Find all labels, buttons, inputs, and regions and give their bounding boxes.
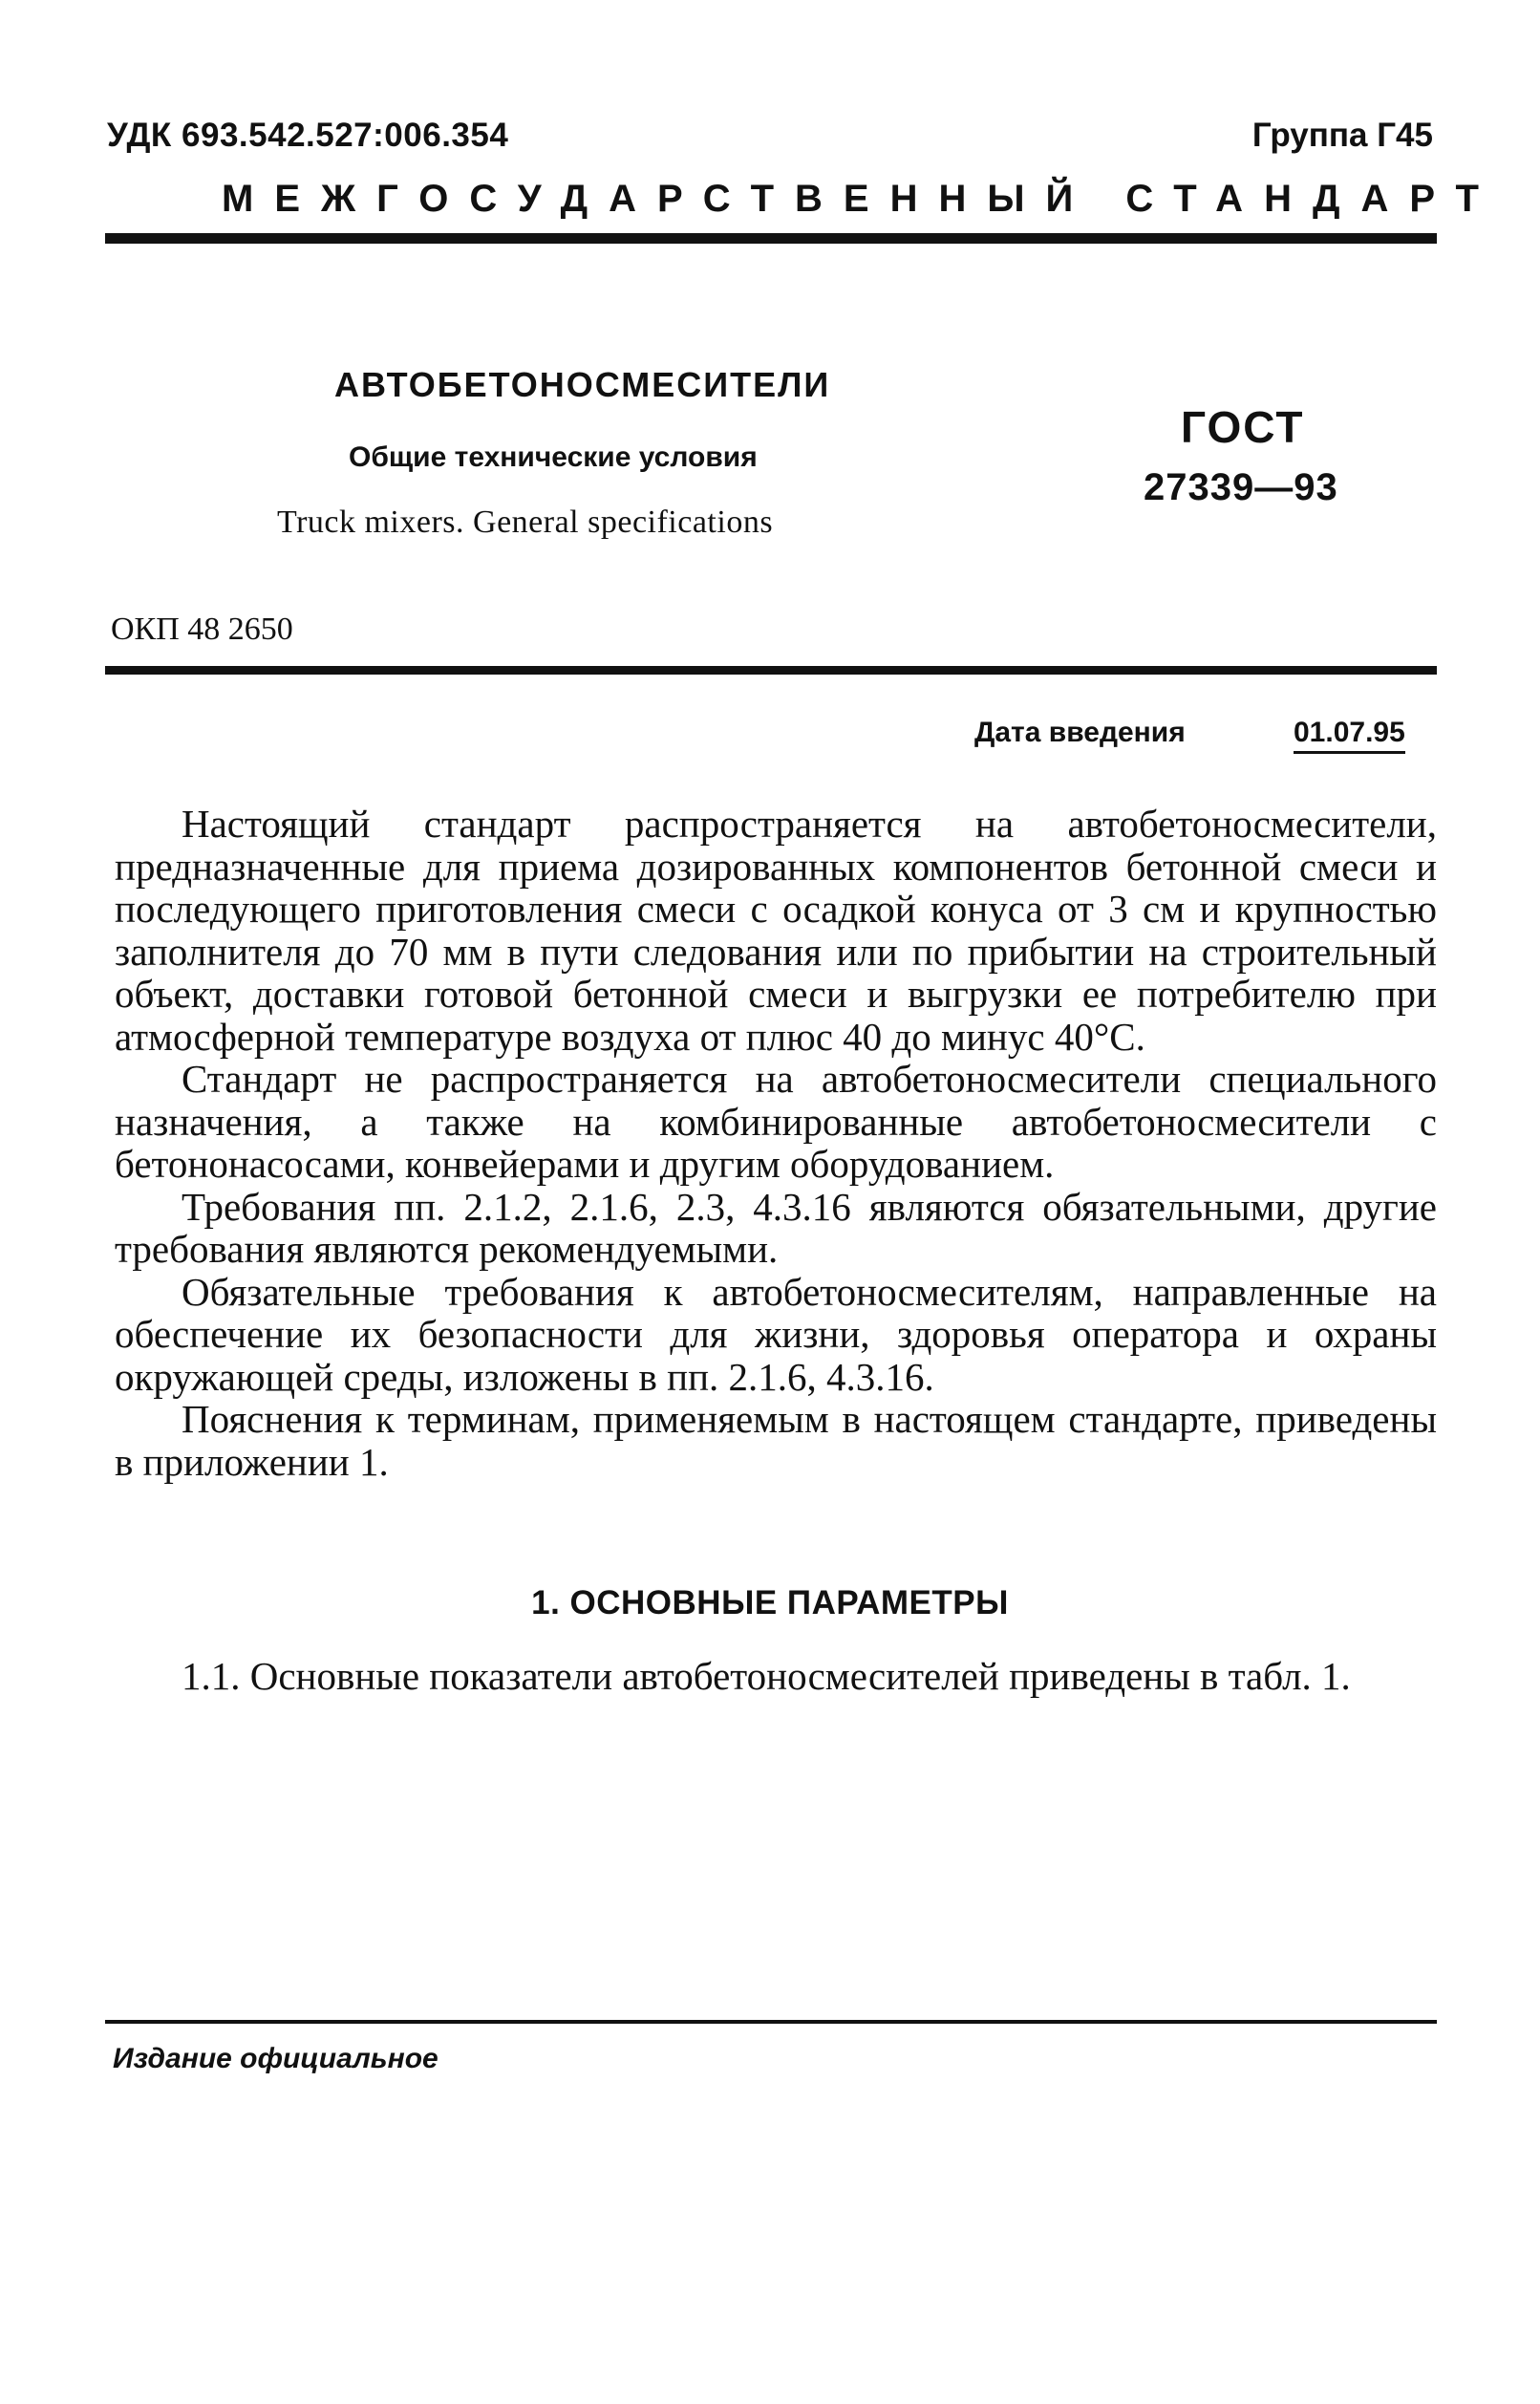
interstate-standard-heading: МЕЖГОСУДАРСТВЕННЫЙ СТАНДАРТ [222,178,1500,220]
gost-number: 27339—93 [1144,466,1338,508]
gost-label: ГОСТ [1181,402,1305,452]
document-subtitle: Общие технические условия [349,441,758,473]
group-code: Группа Г45 [1251,117,1433,154]
top-thick-rule [105,233,1437,244]
document-title: АВТОБЕТОНОСМЕСИТЕЛИ [334,365,831,404]
footer-rule [105,2020,1437,2024]
english-title: Truck mixers. General specifications [277,504,774,540]
paragraph: Обязательные требования к автобетоносмесителям, направленные на обеспечение их безопасности для жизни, здоровья оператора и охраны окружающей среды, изложены в пп. 2.1.6, 4.3.16. [115,1269,1437,1399]
edition-note: Издание официальное [113,2043,438,2074]
paragraph: Требования пп. 2.1.2, 2.1.6, 2.3, 4.3.16 являются обязательными, другие требования являются рекомендуемыми. [115,1184,1437,1271]
paragraph: Пояснения к терминам, применяемым в настоящем стандарте, приведены в приложении 1. [115,1397,1437,1484]
paragraph: Стандарт не распространяется на автобетоносмесители специального назначения, а также на комбинированные автобетоносмесители с бетононасосами, конвейерами и другим оборудованием. [115,1057,1437,1186]
paragraph: 1.1. Основные показатели автобетоносмесителей приведены в табл. 1. [182,1654,1351,1698]
paragraph: Настоящий стандарт распространяется на автобетоносмесители, предназначенные для приема дозированных компонентов бетонной смеси и последующего приготовления смеси с осадкой конуса от 3 см и крупностью заполнителя до 70 мм в пути следования или по прибытии на строительный объект, доставки готовой бетонной смеси и выгрузки ее потребителю при атмосферной температуре воздуха от плюс 40 до минус 40°С. [115,802,1437,1059]
body-text [115,803,1437,1483]
section-body [115,1653,1437,1699]
udc-code: УДК 693.542.527:006.354 [107,117,509,154]
okp-code: ОКП 48 2650 [111,612,293,647]
intro-date-value: 01.07.95 [1294,717,1405,754]
intro-date-label: Дата введения [974,717,1186,748]
section-heading: 1. ОСНОВНЫЕ ПАРАМЕТРЫ [531,1584,1009,1621]
middle-thick-rule [105,666,1437,675]
